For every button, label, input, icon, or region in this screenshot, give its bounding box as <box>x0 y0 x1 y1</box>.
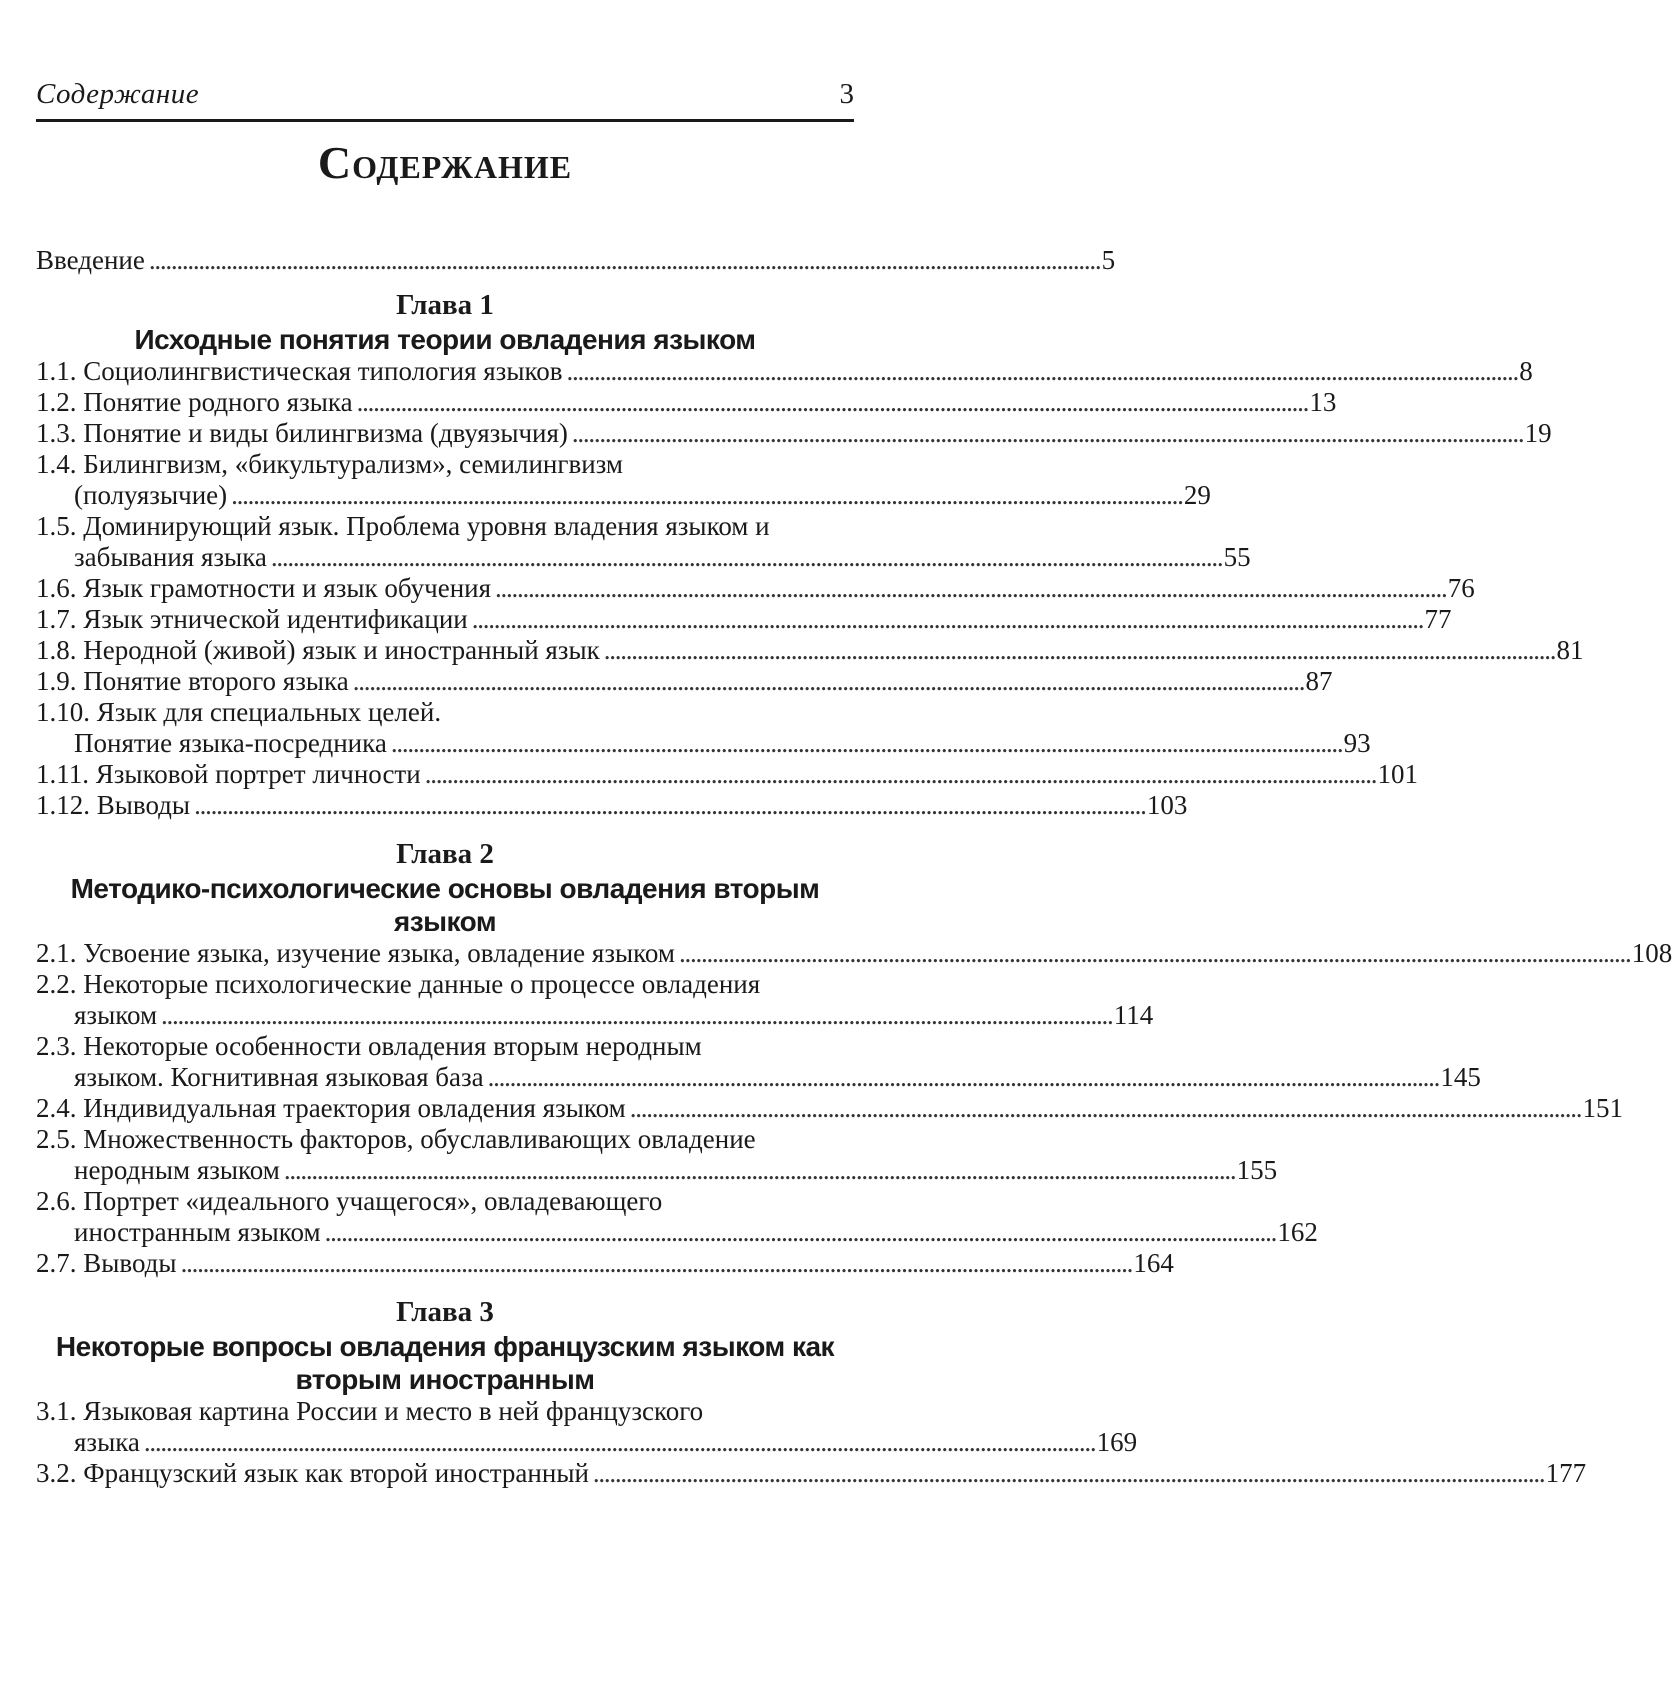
toc-entry-text: 2.1. Усвоение языка, изучение языка, овладение языком <box>36 938 675 968</box>
page-title: Содержание <box>317 137 573 188</box>
toc-entry-page: 155 <box>1236 1155 1278 1185</box>
toc-entry <box>36 1458 1587 1489</box>
toc-entry-text: 1.10. Язык для специальных целей. <box>36 697 442 727</box>
leader-dots <box>231 480 1180 511</box>
toc-entry-text: 1.8. Неродной (живой) язык и иностранный язык <box>36 635 600 665</box>
chapter-title: Исходные понятия теории овладения языком <box>134 324 756 355</box>
leader-dots <box>679 938 1628 969</box>
toc-entry-text: языка <box>74 1427 140 1457</box>
toc-entry <box>36 356 1533 387</box>
toc-entry-text: Понятие языка-посредника <box>74 728 387 758</box>
toc-entry <box>36 573 1475 604</box>
toc-entry-text: 1.7. Язык этнической идентификации <box>36 604 468 634</box>
leader-dots <box>604 635 1553 666</box>
running-title: Содержание <box>36 78 200 110</box>
toc-entry-text: 3.2. Французский язык как второй иностранный <box>36 1458 589 1488</box>
chapter-label: Глава 1 <box>396 289 494 321</box>
toc-entry-text: 1.11. Языковой портрет личности <box>36 759 421 789</box>
toc-entry-page: 93 <box>1343 728 1371 758</box>
toc-entry <box>36 1062 1481 1093</box>
toc-entry-page: 76 <box>1447 573 1475 603</box>
toc-entry <box>36 1217 1318 1248</box>
toc-entry-page: 8 <box>1519 356 1533 386</box>
toc-entry-text: 1.5. Доминирующий язык. Проблема уровня владения языком и <box>36 511 770 541</box>
toc-entry-text: 2.5. Множественность факторов, обуславливающих овладение <box>36 1124 756 1154</box>
leader-dots <box>567 356 1516 387</box>
toc-entry <box>36 728 1371 759</box>
toc-entry-page: 103 <box>1146 790 1188 820</box>
toc-entry-page: 177 <box>1545 1458 1587 1488</box>
toc-entry-text: 2.3. Некоторые особенности овладения вторым неродным <box>36 1031 702 1061</box>
toc-entry <box>36 1248 1174 1279</box>
toc-entry <box>36 480 1211 511</box>
leader-dots <box>488 1062 1437 1093</box>
toc-entry <box>36 1000 1154 1031</box>
toc-entry-page: 108 <box>1631 938 1672 968</box>
toc-entry-text: 2.7. Выводы <box>36 1248 177 1278</box>
page-number: 3 <box>839 78 854 110</box>
running-header <box>36 78 854 122</box>
toc-entry-page: 5 <box>1101 245 1116 275</box>
document-page <box>36 78 1672 1489</box>
toc-entry-page: 77 <box>1424 604 1452 634</box>
toc-entry-text: 1.9. Понятие второго языка <box>36 666 349 696</box>
leader-dots <box>495 573 1444 604</box>
toc-entry-text: неродным языком <box>74 1155 280 1185</box>
toc-entry-page: 114 <box>1113 1000 1154 1030</box>
chapter-title: Некоторые вопросы овладения французским языком как <box>55 1331 835 1362</box>
chapter-label: Глава 2 <box>396 838 494 870</box>
leader-dots <box>144 1427 1093 1458</box>
toc-entry-text: Введение <box>36 245 145 275</box>
toc-entry-text: 1.6. Язык грамотности и язык обучения <box>36 573 492 603</box>
toc-entry-text: 1.3. Понятие и виды билингвизма (двуязычия) <box>36 418 568 448</box>
toc-entry-text: иностранным языком <box>74 1217 321 1247</box>
leader-dots <box>593 1458 1542 1489</box>
toc-entry-page: 19 <box>1524 418 1552 448</box>
leader-dots <box>425 759 1374 790</box>
toc-entry-page: 164 <box>1133 1248 1174 1278</box>
toc-entry <box>36 666 1333 697</box>
toc-entry <box>36 635 1584 666</box>
toc-entry <box>36 759 1418 790</box>
leader-dots <box>391 728 1340 759</box>
toc-entry <box>36 1427 1138 1458</box>
leader-dots <box>357 387 1306 418</box>
toc-entry-text: 2.6. Портрет «идеального учащегося», овладевающего <box>36 1186 663 1216</box>
toc-entry-intro <box>36 245 1116 276</box>
toc-entry <box>36 938 1672 969</box>
toc-entry-page: 87 <box>1305 666 1333 696</box>
leader-dots <box>325 1217 1274 1248</box>
toc-entry-page: 81 <box>1556 635 1584 665</box>
chapter-label: Глава 3 <box>396 1296 494 1328</box>
leader-dots <box>353 666 1302 697</box>
toc-entry-text: забывания языка <box>74 542 267 572</box>
toc-entry-text: 3.1. Языковая картина России и место в ней французского <box>36 1396 704 1426</box>
toc-entry-text: 2.2. Некоторые психологические данные о процессе овладения <box>36 969 761 999</box>
toc-entry-text: 1.4. Билингвизм, «бикультурализм», семилингвизм <box>36 449 624 479</box>
toc-entry-text: (полуязычие) <box>74 480 228 510</box>
leader-dots <box>284 1155 1233 1186</box>
leader-dots <box>194 790 1143 821</box>
toc-entry-page: 169 <box>1096 1427 1138 1457</box>
toc-entry <box>36 542 1251 573</box>
toc-entry <box>36 387 1337 418</box>
leader-dots <box>572 418 1521 449</box>
toc-entry-page: 55 <box>1223 542 1251 572</box>
leader-dots <box>630 1093 1579 1124</box>
toc-entry-page: 151 <box>1582 1093 1623 1123</box>
toc-entry-text: языком. Когнитивная языковая база <box>74 1062 484 1092</box>
toc-entry <box>36 1093 1623 1124</box>
toc-entry-page: 162 <box>1277 1217 1318 1247</box>
toc-entry-text: 2.4. Индивидуальная траектория овладения языком <box>36 1093 626 1123</box>
leader-dots <box>161 1000 1110 1031</box>
chapter-title: языком <box>393 906 497 937</box>
toc-entry-text: 1.12. Выводы <box>36 790 191 820</box>
leader-dots <box>149 245 1098 276</box>
toc-entry-page: 145 <box>1440 1062 1481 1092</box>
chapter-title: Методико-психологические основы овладения вторым <box>70 873 820 904</box>
toc-entry-page: 29 <box>1183 480 1211 510</box>
toc-entry-text: 1.2. Понятие родного языка <box>36 387 353 417</box>
toc-entry-page: 101 <box>1377 759 1418 789</box>
leader-dots <box>181 1248 1130 1279</box>
toc-entry-page: 13 <box>1309 387 1337 417</box>
toc-entry-text: 1.1. Социолингвистическая типология языков <box>36 356 563 386</box>
leader-dots <box>472 604 1421 635</box>
toc-entry <box>36 1155 1278 1186</box>
leader-dots <box>271 542 1220 573</box>
toc-entry <box>36 604 1452 635</box>
toc-entry <box>36 418 1552 449</box>
chapter-title: вторым иностранным <box>295 1364 595 1395</box>
toc-entry-text: языком <box>74 1000 158 1030</box>
toc-entry <box>36 790 1188 821</box>
